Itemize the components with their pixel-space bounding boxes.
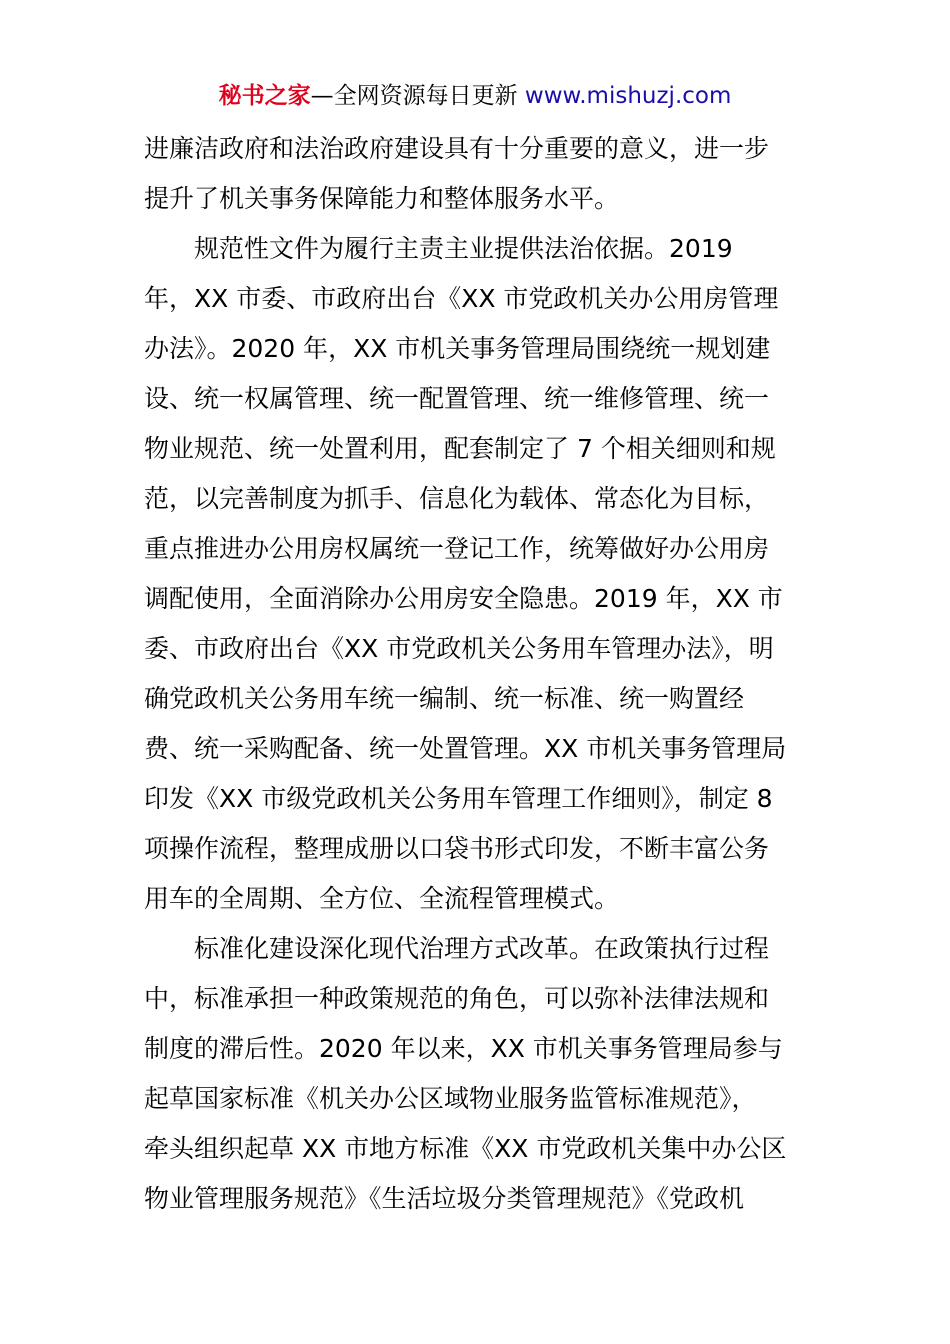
text-line: 物业规范、统一处置利用，配套制定了 7 个相关细则和规 [144,434,776,463]
text-line: 制度的滞后性。2020 年以来，XX 市机关事务管理局参与 [144,1034,783,1063]
text-line: 费、统一采购配备、统一处置管理。XX 市机关事务管理局 [144,734,787,763]
text-line: 起草国家标准《机关办公区域物业服务监管标准规范》， [144,1084,757,1113]
brand-name: 秘书之家 [218,83,311,109]
text-line: 委、市政府出台《XX 市党政机关公务用车管理办法》，明 [144,634,774,663]
text-line: 进廉洁政府和法治政府建设具有十分重要的意义，进一步 [144,134,770,163]
document-body [144,124,824,1224]
text-line: 重点推进办公用房权属统一登记工作，统筹做好办公用房 [144,534,770,563]
site-url-link[interactable]: www.mishuzj.com [524,83,732,109]
text-line: 牵头组织起草 XX 市地方标准《XX 市党政机关集中办公区 [144,1134,787,1163]
text-line: 办法》。2020 年，XX 市机关事务管理局围绕统一规划建 [144,334,771,363]
paragraph-start-line: 标准化建设深化现代治理方式改革。在政策执行过程 [194,934,770,963]
text-line: 项操作流程，整理成册以口袋书形式印发，不断丰富公务 [144,834,770,863]
text-line: 提升了机关事务保障能力和整体服务水平。 [144,184,620,213]
text-line: 调配使用，全面消除办公用房安全隐患。2019 年，XX 市 [144,584,783,613]
text-line: 印发《XX 市级党政机关公务用车管理工作细则》，制定 8 [144,784,773,813]
text-line: 设、统一权属管理、统一配置管理、统一维修管理、统一 [144,384,770,413]
text-line: 范，以完善制度为抓手、信息化为载体、常态化为目标， [144,484,770,513]
text-line: 确党政机关公务用车统一编制、统一标准、统一购置经 [144,684,745,713]
text-line: 用车的全周期、全方位、全流程管理模式。 [144,884,620,913]
text-line: 年，XX 市委、市政府出台《XX 市党政机关办公用房管理 [144,284,779,313]
site-header [0,78,950,114]
text-line: 物业管理服务规范》《生活垃圾分类管理规范》《党政机 [144,1184,745,1213]
paragraph-start-line: 规范性文件为履行主责主业提供法治依据。2019 [194,234,733,263]
header-slogan: —全网资源每日更新 [310,83,518,109]
text-line: 中，标准承担一种政策规范的角色，可以弥补法律法规和 [144,984,770,1013]
